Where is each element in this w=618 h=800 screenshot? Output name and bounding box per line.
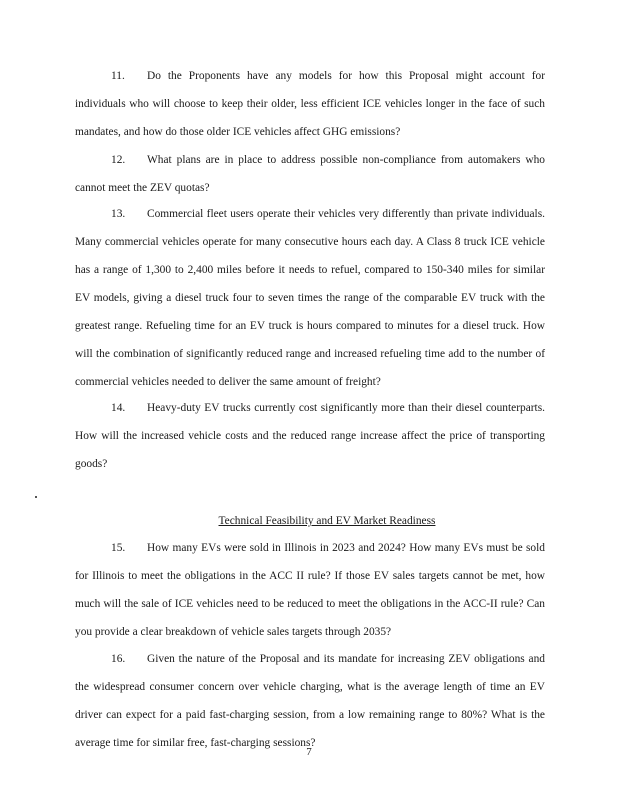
paragraph-number: 14. (111, 402, 126, 414)
paragraph-12 (75, 146, 545, 202)
paragraph-text: Given the nature of the Proposal and its mandate for increasing ZEV obligations and the widespread consumer concern over vehicle charging, what is the average length of time an EV driver can expect for a paid fast-charging session, from a low remaining range to 80%? What is the average time for similar free, fast-charging sessions? (75, 653, 545, 749)
paragraph-text: Do the Proponents have any models for how this Proposal might account for individuals who will choose to keep their older, less efficient ICE vehicles longer in the face of such mandates, and how do those older ICE vehicles affect GHG emissions? (75, 70, 545, 138)
paragraph-text: Heavy-duty EV trucks currently cost significantly more than their diesel counterparts. How will the increased vehicle costs and the reduced range increase affect the price of transporting goods? (75, 402, 545, 470)
paragraph-number: 15. (111, 542, 126, 554)
paragraph-13 (75, 200, 545, 396)
paragraph-11 (75, 62, 545, 146)
paragraph-number: 12. (111, 154, 126, 166)
paragraph-15 (75, 534, 545, 646)
paragraph-number: 11. (111, 70, 125, 82)
section-heading-text: Technical Feasibility and EV Market Readiness (218, 515, 436, 527)
section-heading (75, 507, 579, 535)
paragraph-number: 16. (111, 653, 126, 665)
paragraph-text: How many EVs were sold in Illinois in 2023 and 2024? How many EVs must be sold for Illinois to meet the obligations in the ACC II rule? If those EV sales targets cannot be met, how much will the sale of ICE vehicles need to be reduced to meet the obligations in the ACC-II rule? Can you provide a clear breakdown of vehicle sales targets through 2035? (75, 542, 545, 638)
paragraph-text: What plans are in place to address possible non-compliance from automakers who cannot meet the ZEV quotas? (75, 154, 545, 194)
scan-artifact (35, 496, 37, 498)
paragraph-text: Commercial fleet users operate their vehicles very differently than private individuals. Many commercial vehicles operate for many consecutive hours each day. A Class 8 truck ICE vehicle has a range of 1,300 to 2,400 miles before it needs to refuel, compared to 150-340 miles for similar EV models, giving a diesel truck four to seven times the range of the comparable EV truck with the greatest range. Refueling time for an EV truck is hours compared to minutes for a diesel truck. How will the combination of significantly reduced range and increased refueling time add to the number of commercial vehicles needed to deliver the same amount of freight? (75, 208, 545, 388)
paragraph-16 (75, 645, 545, 757)
paragraph-number: 13. (111, 208, 126, 220)
paragraph-14 (75, 394, 545, 478)
page-number: 7 (306, 746, 312, 758)
